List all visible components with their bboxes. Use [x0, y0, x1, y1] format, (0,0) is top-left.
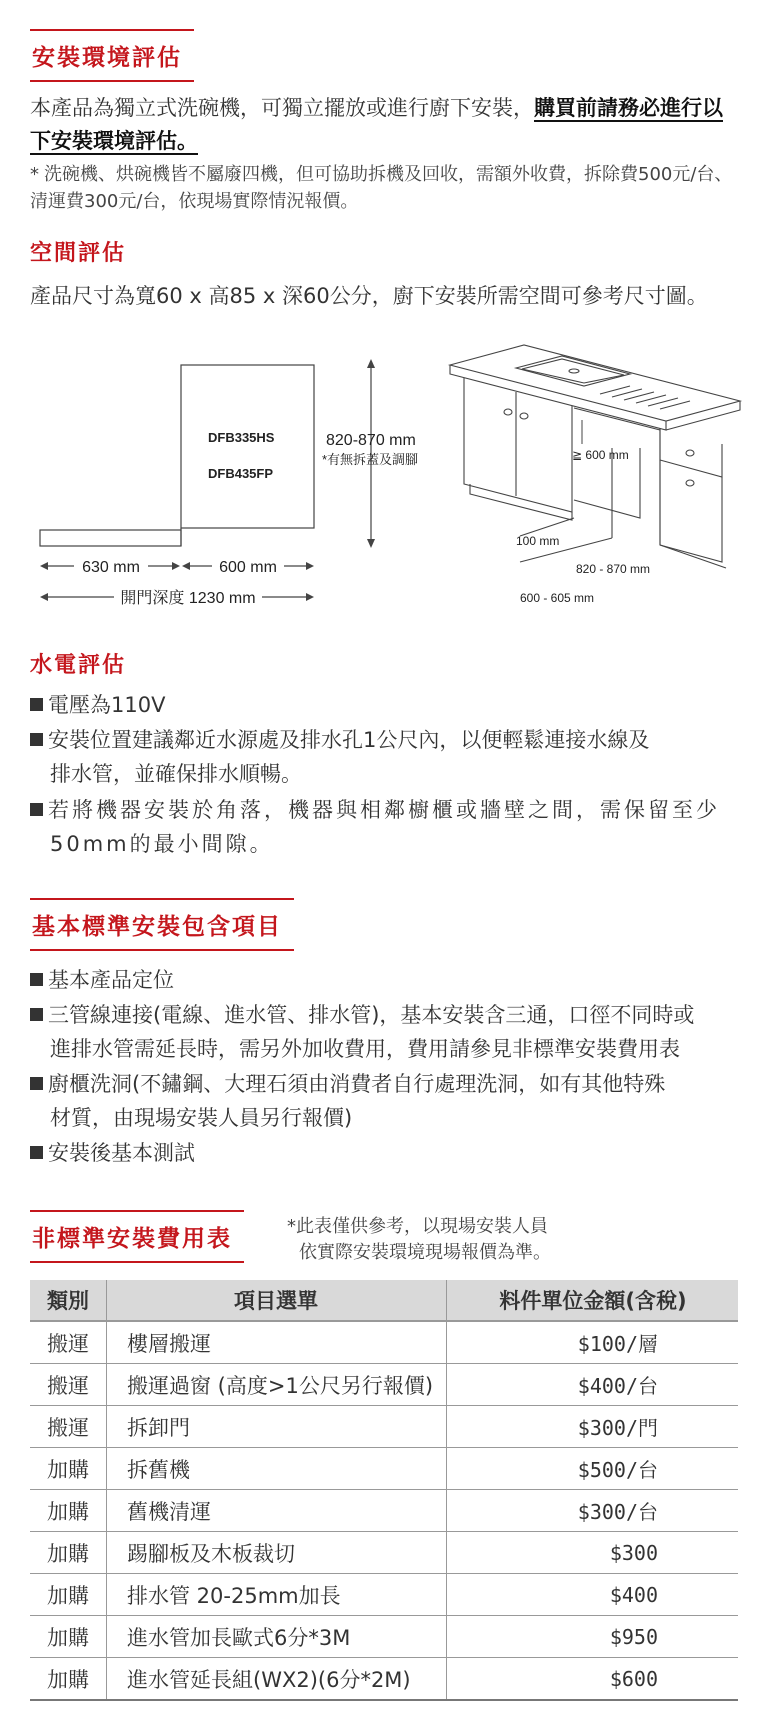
note-star: * — [30, 164, 39, 185]
section-title-fees: 非標準安裝費用表 — [30, 1210, 244, 1263]
dishwasher-front-view — [181, 365, 314, 528]
bullet-square — [30, 1077, 43, 1090]
basic-item-test — [30, 1136, 744, 1170]
cell-category: 加購 — [30, 1532, 107, 1574]
bullet-square — [30, 973, 43, 986]
cell-item: 進水管加長歐式6分*3M — [107, 1616, 447, 1658]
section-title-power: 水電評估 — [30, 653, 127, 678]
bullet-square — [30, 698, 43, 711]
cell-price: $950 — [447, 1616, 739, 1658]
table-row — [30, 1321, 738, 1364]
cell-category: 加購 — [30, 1658, 107, 1701]
cell-category: 加購 — [30, 1448, 107, 1490]
table-row — [30, 1658, 738, 1701]
env-note — [30, 161, 742, 215]
cell-price: $400/台 — [447, 1364, 739, 1406]
depth-label-600: 600 mm — [219, 559, 277, 576]
cell-item: 樓層搬運 — [107, 1321, 447, 1364]
basic-item-text-cont: 進排水管需延長時，需另外加收費用，費用請參見非標準安裝費用表 — [50, 1037, 680, 1061]
space-text: 產品尺寸為寬60 x 高85 x 深60公分，廚下安裝所需空間可參考尺寸圖。 — [30, 284, 708, 308]
env-note-text: 洗碗機、烘碗機皆不屬廢四機，但可協助拆機及回收，需額外收費，拆除費500元/台、清運費300元/台，依現場實際情況報價。 — [30, 164, 733, 212]
cell-price: $400 — [447, 1574, 739, 1616]
env-intro-text: 本產品為獨立式洗碗機，可獨立擺放或進行廚下安裝， — [30, 96, 534, 120]
table-row — [30, 1616, 738, 1658]
table-row — [30, 1574, 738, 1616]
section-title-space: 空間評估 — [30, 241, 127, 266]
bullet-square — [30, 733, 43, 746]
bullet-square — [30, 1008, 43, 1021]
cell-item: 舊機清運 — [107, 1490, 447, 1532]
iso-height-label: 820 - 870 mm — [576, 562, 651, 576]
basic-item-pipes — [30, 998, 744, 1066]
cell-price: $100/層 — [447, 1321, 739, 1364]
section-title-basic: 基本標準安裝包含項目 — [30, 898, 294, 951]
power-item-text: 安裝位置建議鄰近水源處及排水孔1公尺內，以便輕鬆連接水線及 — [48, 728, 650, 752]
cell-item: 排水管 20-25mm加長 — [107, 1574, 447, 1616]
basic-item-text: 安裝後基本測試 — [48, 1141, 195, 1165]
basic-item-text: 三管線連接(電線、進水管、排水管)，基本安裝含三通，口徑不同時或 — [48, 1003, 695, 1027]
iso-depth-label: 600 - 605 mm — [520, 591, 595, 605]
cell-category: 加購 — [30, 1490, 107, 1532]
height-label: 820-870 mm — [326, 432, 416, 449]
fee-table — [30, 1280, 738, 1701]
env-intro — [30, 92, 742, 158]
cell-category: 搬運 — [30, 1364, 107, 1406]
cell-category: 搬運 — [30, 1406, 107, 1448]
dishwasher-open-door — [40, 530, 181, 546]
fees-note-line-2: 依實際安裝環境現場報價為準。 — [299, 1242, 551, 1263]
cell-item: 進水管延長組(WX2)(6分*2M) — [107, 1658, 447, 1701]
cell-category: 加購 — [30, 1616, 107, 1658]
fee-table-header-row — [30, 1280, 738, 1321]
model-label-2: DFB435FP — [208, 466, 274, 481]
power-item-corner — [30, 793, 744, 861]
table-row — [30, 1364, 738, 1406]
header-price: 料件單位金額(含稅) — [447, 1280, 739, 1321]
dimension-diagram — [0, 340, 768, 640]
power-item-text: 電壓為110V — [48, 693, 166, 717]
bullet-square — [30, 1146, 43, 1159]
cell-item: 拆舊機 — [107, 1448, 447, 1490]
cell-item: 踢腳板及木板裁切 — [107, 1532, 447, 1574]
fees-note-line-1: *此表僅供參考，以現場安裝人員 — [287, 1216, 548, 1237]
cell-category: 搬運 — [30, 1321, 107, 1364]
cell-item: 搬運過窗 (高度>1公尺另行報價) — [107, 1364, 447, 1406]
table-row — [30, 1490, 738, 1532]
cell-price: $500/台 — [447, 1448, 739, 1490]
table-row — [30, 1448, 738, 1490]
basic-item-text-cont: 材質，由現場安裝人員另行報價) — [50, 1106, 353, 1130]
cell-price: $600 — [447, 1658, 739, 1701]
cell-price: $300 — [447, 1532, 739, 1574]
cell-item: 拆卸門 — [107, 1406, 447, 1448]
height-note: *有無拆蓋及調腳 — [322, 452, 419, 467]
power-item-location — [30, 723, 744, 791]
header-item: 項目選單 — [107, 1280, 447, 1321]
env-intro-emphasis: 購買前請務必進行以下安裝環境評估。 — [30, 96, 723, 153]
bullet-square — [30, 803, 43, 816]
cell-category: 加購 — [30, 1574, 107, 1616]
table-row — [30, 1406, 738, 1448]
header-category: 類別 — [30, 1280, 107, 1321]
iso-gap-label: 100 mm — [516, 534, 560, 548]
power-item-voltage — [30, 688, 744, 722]
power-item-text-cont: 排水管，並確保排水順暢。 — [50, 762, 302, 786]
cell-price: $300/門 — [447, 1406, 739, 1448]
door-depth-label: 開門深度 1230 mm — [120, 590, 256, 607]
cell-price: $300/台 — [447, 1490, 739, 1532]
depth-label-630: 630 mm — [82, 559, 140, 576]
basic-item-positioning — [30, 963, 744, 997]
section-title-environment: 安裝環境評估 — [30, 29, 194, 82]
fees-note — [287, 1214, 551, 1266]
power-item-text-cont: 50mm的最小間隙。 — [50, 832, 274, 856]
power-item-text: 若將機器安裝於角落，機器與相鄰櫥櫃或牆壁之間，需保留至少 — [48, 798, 720, 822]
table-row — [30, 1532, 738, 1574]
iso-width-label: ≧ 600 mm — [572, 448, 629, 462]
basic-item-text: 基本產品定位 — [48, 968, 174, 992]
model-label-1: DFB335HS — [208, 430, 275, 445]
basic-item-text: 廚櫃洗洞(不鏽鋼、大理石須由消費者自行處理洗洞，如有其他特殊 — [48, 1072, 666, 1096]
basic-item-cabinet-hole — [30, 1067, 744, 1135]
